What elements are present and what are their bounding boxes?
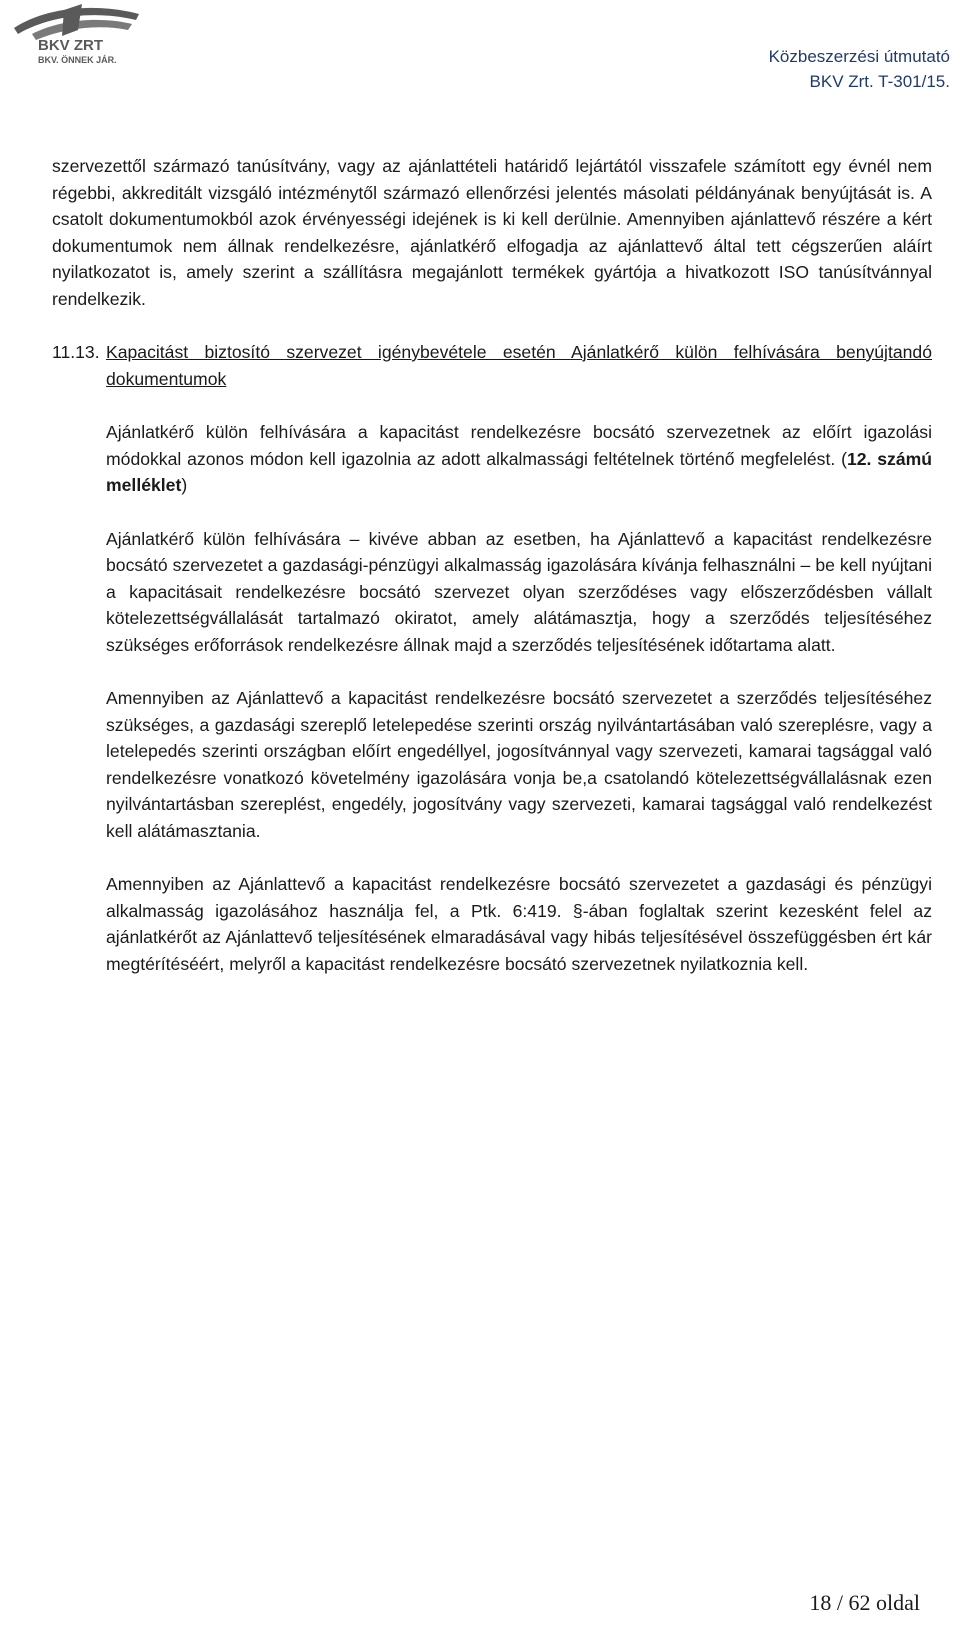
paragraph-2-text: Ajánlatkérő külön felhívására – kivéve abban az esetben, ha Ajánlattevő a kapacitást rendelkezésre bocsátó szervezetet a gazdasági-pénzügyi alkalmasság igazolására kívánja felhasználni – be kell nyújtani a kapacitásait rendelkezésre bocsátó szervezet olyan szerződéses vagy előszerződésben vállalt kötelezettségvállalását tartalmazó okiratot, amely alátámasztja, hogy a szerződés teljesítéséhez szükséges erőforrások rendelkezésre állnak majd a szerződés teljesítésének időtartama alatt. [106,528,932,655]
section-paragraph-4 [106,871,932,977]
logo-text: BKV ZRT [38,37,103,54]
paragraph-4-text: Amennyiben az Ajánlattevő a kapacitást rendelkezésre bocsátó szervezetet a gazdasági és pénzügyi alkalmasság igazolásához használja fel, a Ptk. 6:419. §-ában foglaltak szerint kezesként felel az ajánlatkérőt az Ajánlattevő teljesítésének elmaradásával vagy hibás teljesítésével összefüggésben ért kár megtérítéséért, melyről a kapacitást rendelkezésre bocsátó szervezetnek nyilatkoznia kell. [106,874,932,974]
logo-slogan: BKV. ÖNNEK JÁR. [38,55,117,65]
section-paragraph-1 [106,419,932,499]
paragraph-3-text: Amennyiben az Ajánlattevő a kapacitást rendelkezésre bocsátó szervezetet a szerződés teljesítéséhez szükséges, a gazdasági szereplő letelepedése szerinti ország nyilvántartásában való szereplésre, vagy a letelepedés szerinti országban előírt engedéllyel, jogosítvánnyal vagy szervezeti, kamarai tagsággal való rendelkezésre vonatkozó követelmény igazolására vonja be,a csatolandó kötelezettségvállalásnak ezen nyilvántartásban szereplést, engedély, jogosítvány vagy szervezeti, kamarai tagsággal való rendelkezést kell alátámasztania. [106,688,932,841]
bkv-logo [4,0,144,75]
document-body [52,153,932,977]
section-heading [52,339,932,392]
bkv-logo-graphic [4,0,144,75]
document-title: Közbeszerzési útmutató [768,47,950,66]
document-reference: BKV Zrt. T-301/15. [809,72,950,91]
section-title: Kapacitást biztosító szervezet igénybevétele esetén Ajánlatkérő külön felhívására benyújtandó dokumentumok [106,342,932,389]
document-header [769,44,950,94]
section-number: 11.13. [52,342,100,362]
section-paragraph-3 [106,685,932,844]
paragraph-1-text: Ajánlatkérő külön felhívására a kapacitást rendelkezésre bocsátó szervezetnek az előírt igazolási módokkal azonos módon kell igazolnia az adott alkalmassági feltételnek történő megfelelést. ( [106,422,932,469]
page-number: 18 / 62 oldal [809,1590,920,1615]
annex-reference: 12. számú melléklet [106,448,933,495]
intro-paragraph: szervezettől származó tanúsítvány, vagy az ajánlattételi határidő lejártától visszafele számított egy évnél nem régebbi, akkreditált vizsgáló intézménytől származó ellenőrzési jelentés másolati példányának benyújtását is. A csatolt dokumentumokból azok érvényességi idejének is ki kell derülnie. Amennyiben ajánlattevő részére a kért dokumentumok nem állnak rendelkezésre, ajánlatkérő elfogadja az ajánlattevő által tett cégszerűen aláírt nyilatkozatot is, amely szerint a szállításra megajánlott termékek gyártója a hivatkozott ISO tanúsítvánnyal rendelkezik. [52,156,932,309]
paragraph-1-end: ) [181,475,188,495]
section-paragraph-2 [106,526,932,659]
